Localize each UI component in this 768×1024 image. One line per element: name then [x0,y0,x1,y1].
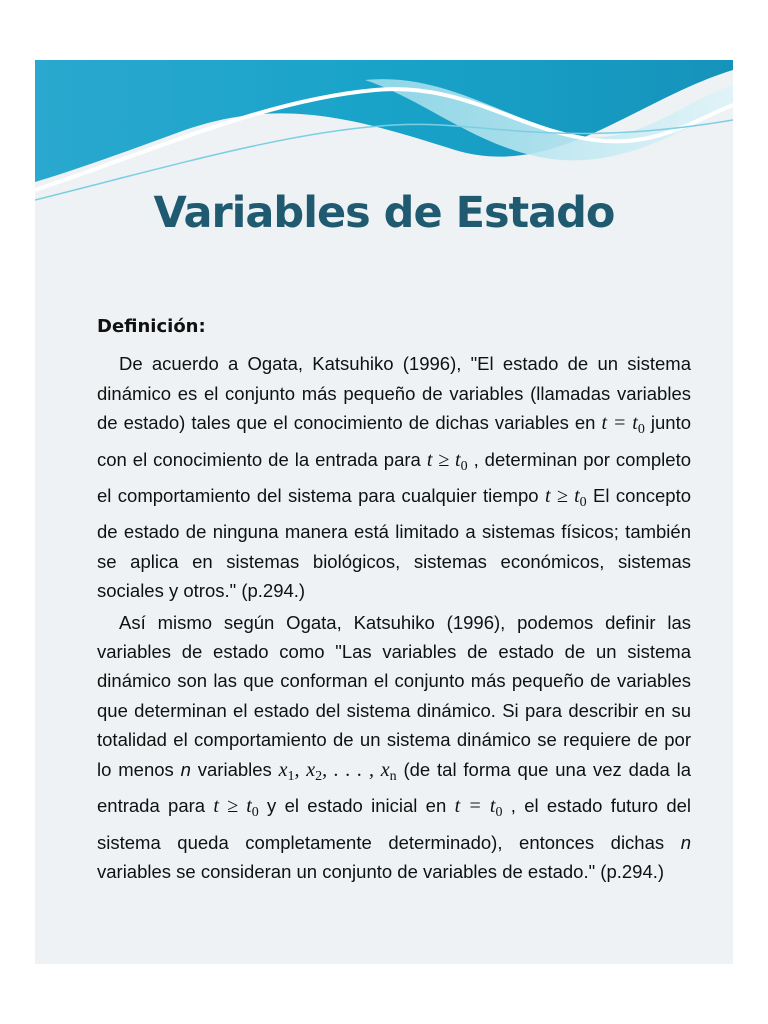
paragraph-1: De acuerdo a Ogata, Katsuhiko (1996), "El estado de un sistema dinámico es el conjunto más pequeño de variables (llamadas variables de estado) tales que el conocimiento de dichas variables en $t = t_0$ junto con el conocimiento de la entrada para $t \ge t_0$ , determinan por completo el comportamiento del sistema para cualquier tiempo $t \ge t_0$ El concepto de estado de ninguna manera está limitado a sistemas físicos; también se aplica en sistemas biológicos, sistemas económicos, sistemas sociales y otros." (p.294.) [97,353,691,602]
body-text [97,312,691,886]
definition-heading: Definición: [97,316,206,337]
page-title: Variables de Estado [153,188,615,238]
banner-wave-dark [35,60,733,182]
paragraph-2: Así mismo según Ogata, Katsuhiko (1996), podemos definir las variables de estado como "Las variables de estado de un sistema dinámico son las que conforman el conjunto más pequeño de variables que determinan el estado del sistema dinámico. Si para describir en su totalidad el comportamiento de un sistema dinámico se requiere de por lo menos n variables $x_1$, $x_2$, . . . , $x_n$ (de tal forma que una vez dada la entrada para $t \ge t_0$ y el estado inicial en $t = t_0$ , el estado futuro del sistema queda completamente determinado), entonces dichas n variables se consideran un conjunto de variables de estado." (p.294.) [97,611,692,882]
slide [35,60,733,964]
